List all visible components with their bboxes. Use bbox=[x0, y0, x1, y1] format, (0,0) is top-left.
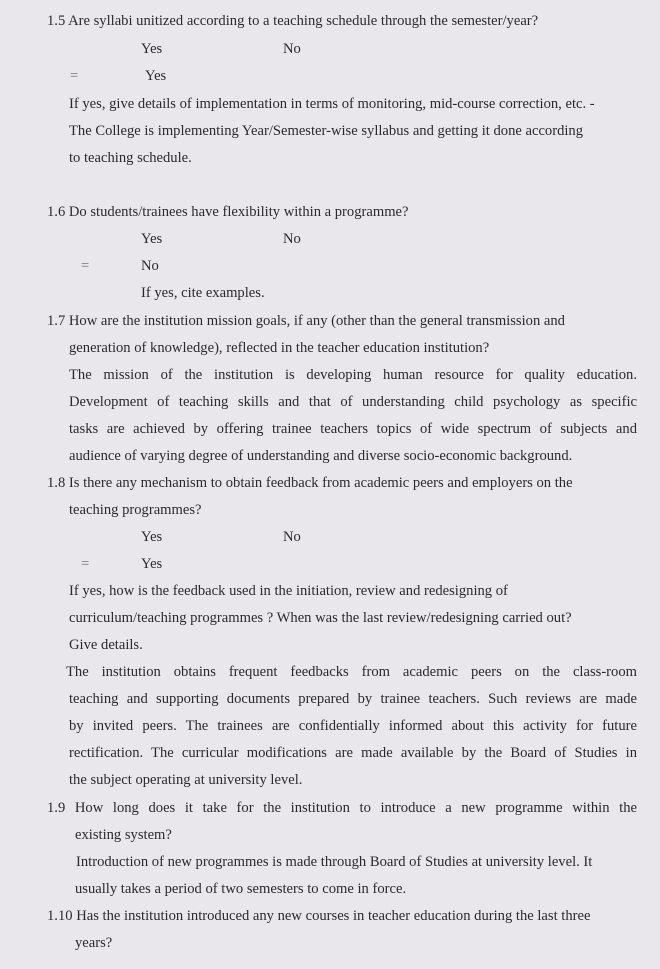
question-1-9-line: 1.9 How long does it take for the institution to introduce a new programme within the bbox=[47, 800, 637, 816]
option-no: No bbox=[283, 41, 301, 57]
response-1-7-line: tasks are achieved by offering trainee teachers topics of wide spectrum of subjects and bbox=[69, 421, 637, 437]
response-1-8-line: teaching and supporting documents prepared by trainee teachers. Such reviews are made bbox=[69, 691, 637, 707]
response-1-7-line: The mission of the institution is developing human resource for quality education. bbox=[69, 367, 637, 383]
question-1-6: 1.6 Do students/trainees have flexibility within a programme? bbox=[47, 204, 409, 220]
question-1-10-line: years? bbox=[75, 935, 113, 951]
response-1-7-line: audience of varying degree of understanding and diverse socio-economic background. bbox=[69, 448, 573, 464]
response-1-7-line: Development of teaching skills and that of understanding child psychology as specific bbox=[69, 394, 637, 410]
followup-1-8-line: curriculum/teaching programmes ? When was the last review/redesigning carried out? bbox=[69, 610, 572, 626]
response-1-9-line: usually takes a period of two semesters to come in force. bbox=[75, 881, 407, 897]
question-1-8-line: 1.8 Is there any mechanism to obtain feedback from academic peers and employers on the bbox=[47, 475, 573, 491]
followup-1-8-line: If yes, how is the feedback used in the initiation, review and redesigning of bbox=[69, 583, 508, 599]
answer-marker: = bbox=[81, 556, 90, 572]
question-1-7-line: generation of knowledge), reflected in the teacher education institution? bbox=[69, 340, 490, 356]
response-1-8-line: by invited peers. The trainees are confidentially informed about this activity for future bbox=[69, 718, 637, 734]
question-1-5: 1.5 Are syllabi unitized according to a teaching schedule through the semester/year? bbox=[47, 13, 539, 29]
option-yes: Yes bbox=[141, 231, 163, 247]
followup-1-6: If yes, cite examples. bbox=[141, 285, 265, 301]
question-1-9-line: existing system? bbox=[75, 827, 172, 843]
option-yes: Yes bbox=[141, 529, 163, 545]
option-yes: Yes bbox=[141, 41, 163, 57]
response-1-8-line: the subject operating at university level. bbox=[69, 772, 303, 788]
answer-1-5: Yes bbox=[145, 68, 167, 84]
followup-1-8-line: Give details. bbox=[69, 637, 143, 653]
followup-1-5: If yes, give details of implementation in terms of monitoring, mid-course correction, etc. - bbox=[69, 96, 595, 112]
response-1-9-line: Introduction of new programmes is made through Board of Studies at university level. It bbox=[76, 854, 593, 870]
option-no: No bbox=[283, 231, 301, 247]
answer-1-8: Yes bbox=[141, 556, 163, 572]
answer-marker: = bbox=[70, 68, 79, 84]
response-1-5-line: to teaching schedule. bbox=[69, 150, 192, 166]
option-no: No bbox=[283, 529, 301, 545]
question-1-7-line: 1.7 How are the institution mission goals, if any (other than the general transmission and bbox=[47, 313, 565, 329]
response-1-8-line: The institution obtains frequent feedbacks from academic peers on the class-room bbox=[66, 664, 637, 680]
answer-1-6: No bbox=[141, 258, 159, 274]
response-1-8-line: rectification. The curricular modifications are made available by the Board of Studies in bbox=[69, 745, 637, 761]
response-1-5-line: The College is implementing Year/Semester-wise syllabus and getting it done according bbox=[69, 123, 584, 139]
question-1-8-line: teaching programmes? bbox=[69, 502, 202, 518]
question-1-10-line: 1.10 Has the institution introduced any new courses in teacher education during the last three bbox=[47, 908, 591, 924]
answer-marker: = bbox=[81, 258, 90, 274]
